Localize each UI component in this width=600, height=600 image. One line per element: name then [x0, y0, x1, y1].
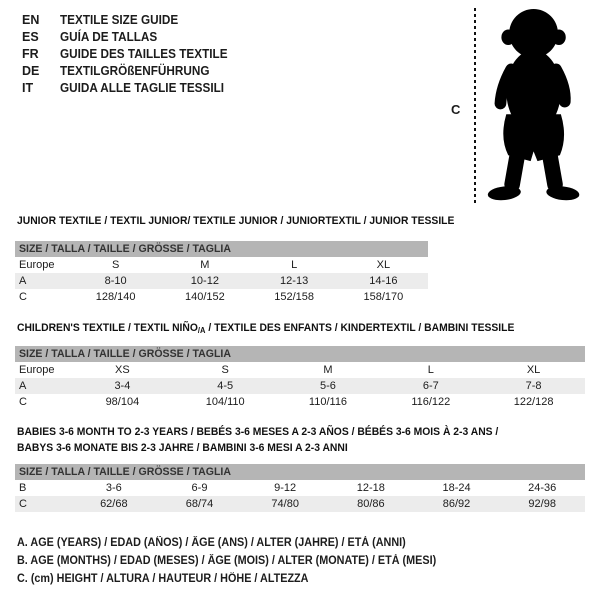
babies-table-title [17, 424, 529, 456]
legend [17, 534, 463, 588]
size-header-row [15, 464, 585, 480]
lang-row-de [22, 62, 238, 79]
table-row-europe [15, 257, 428, 273]
table-row-height [15, 394, 585, 410]
cell: XL [376, 259, 391, 271]
table-row-age [15, 378, 585, 394]
cell: XS [115, 364, 130, 376]
cell: L [291, 259, 298, 271]
lang-row-fr [22, 45, 238, 62]
cell: 140/152 [184, 291, 225, 303]
table-row-height [15, 289, 428, 305]
language-header [22, 11, 238, 96]
row-label: C [19, 498, 27, 510]
cell: 6-7 [422, 380, 439, 392]
size-header-text: SIZE / TALLA / TAILLE / GRÖSSE / TAGLIA [19, 243, 231, 255]
size-header-row [15, 346, 585, 362]
table-row-europe [15, 362, 585, 378]
cell: 98/104 [105, 396, 140, 408]
row-label: C [19, 291, 27, 303]
cell: 152/158 [274, 291, 314, 303]
size-header-text: SIZE / TALLA / TAILLE / GRÖSSE / TAGLIA [19, 466, 231, 478]
row-label: A [19, 380, 27, 392]
table-row-height [15, 496, 585, 512]
height-measure-label: C [451, 102, 461, 117]
lang-code: DE [22, 63, 40, 78]
cell: 4-5 [217, 380, 234, 392]
junior-table-title [17, 213, 482, 229]
baby-silhouette-figure [478, 5, 595, 205]
height-measure-dashed-line [474, 8, 476, 205]
lang-label: GUÍA DE TALLAS [60, 29, 158, 44]
children-size-table [15, 346, 585, 410]
row-label: A [19, 275, 27, 287]
cell: 7-8 [525, 380, 542, 392]
cell: 8-10 [104, 275, 127, 287]
babies-title-line1: BABIES 3-6 MONTH TO 2-3 YEARS / BEBÉS 3-6 MESES A 2-3 AÑOS / BÉBÉS 3-6 MOIS À 2-3 ANS / [17, 426, 499, 438]
cell: 6-9 [191, 482, 208, 494]
cell: 18-24 [442, 482, 471, 494]
cell: 92/98 [528, 498, 556, 510]
lang-label: GUIDA ALLE TAGLIE TESSILI [60, 80, 225, 95]
lang-code: ES [22, 29, 39, 44]
lang-row-it [22, 79, 238, 96]
size-header-row [15, 241, 428, 257]
cell: 12-13 [280, 275, 309, 287]
title-pre: CHILDREN'S TEXTILE / TEXTIL NIÑO [17, 322, 198, 334]
table-row-age [15, 273, 428, 289]
junior-size-table [15, 241, 428, 305]
cell: 74/80 [271, 498, 299, 510]
cell: 158/170 [363, 291, 404, 303]
legend-line-c [17, 570, 463, 588]
cell: 68/74 [185, 498, 214, 510]
cell: S [221, 364, 229, 376]
cell: 14-16 [369, 275, 398, 287]
cell: 12-18 [356, 482, 385, 494]
cell: L [427, 364, 434, 376]
cell: 24-36 [528, 482, 557, 494]
cell: XL [526, 364, 541, 376]
lang-label: TEXTILE SIZE GUIDE [60, 12, 179, 27]
lang-row-es [22, 28, 238, 45]
children-table-title [17, 320, 546, 339]
babies-size-table [15, 464, 585, 512]
size-header-text: SIZE / TALLA / TAILLE / GRÖSSE / TAGLIA [19, 348, 231, 360]
cell: S [111, 259, 120, 271]
lang-code: FR [22, 46, 39, 61]
row-label: Europe [19, 259, 55, 271]
lang-label: TEXTILGRÖßENFÜHRUNG [60, 63, 210, 78]
cell: 9-12 [274, 482, 297, 494]
cell: 110/116 [308, 396, 348, 408]
table-row-months [15, 480, 585, 496]
legend-line-a [17, 534, 463, 552]
row-label: C [19, 396, 27, 408]
cell: 10-12 [190, 275, 219, 287]
lang-row-en [22, 11, 238, 28]
cell: 3-6 [105, 482, 122, 494]
cell: 62/68 [100, 498, 128, 510]
cell: 3-4 [114, 380, 131, 392]
legend-text: A. AGE (YEARS) / EDAD (AÑOS) / ÂGE (ANS) / ALTER (JAHRE) / ETÀ (ANNI) [17, 537, 406, 549]
cell: 128/140 [95, 291, 136, 303]
lang-label: GUIDE DES TAILLES TEXTILE [60, 46, 228, 61]
junior-table-title-text: JUNIOR TEXTILE / TEXTIL JUNIOR/ TEXTILE JUNIOR / JUNIORTEXTIL / JUNIOR TESSILE [17, 215, 455, 227]
cell: 86/92 [442, 498, 471, 510]
row-label: B [19, 482, 27, 494]
cell: M [323, 364, 333, 376]
row-label: Europe [19, 364, 55, 376]
legend-text: B. AGE (MONTHS) / EDAD (MESES) / ÂGE (MOIS) / ALTER (MONATE) / ETÀ (MESI) [17, 555, 437, 567]
cell: M [200, 259, 210, 271]
children-table-title-text [17, 320, 514, 339]
cell: 122/128 [513, 396, 554, 408]
cell: 116/122 [411, 396, 451, 408]
legend-text: C. (cm) HEIGHT / ALTURA / HAUTEUR / HÖHE / ALTEZZA [17, 573, 309, 585]
cell: 104/110 [205, 396, 245, 408]
title-subscript: /A [197, 326, 206, 335]
lang-code: EN [22, 12, 40, 27]
title-post: / TEXTILE DES ENFANTS / KINDERTEXTIL / BAMBINI TESSILE [205, 322, 515, 334]
babies-title-line2: BABYS 3-6 MONATE BIS 2-3 JAHRE / BAMBINI 3-6 MESI A 2-3 ANNI [17, 442, 348, 454]
cell: 80/86 [357, 498, 385, 510]
cell: 5-6 [320, 380, 336, 392]
legend-line-b [17, 552, 463, 570]
lang-code: IT [22, 80, 34, 95]
